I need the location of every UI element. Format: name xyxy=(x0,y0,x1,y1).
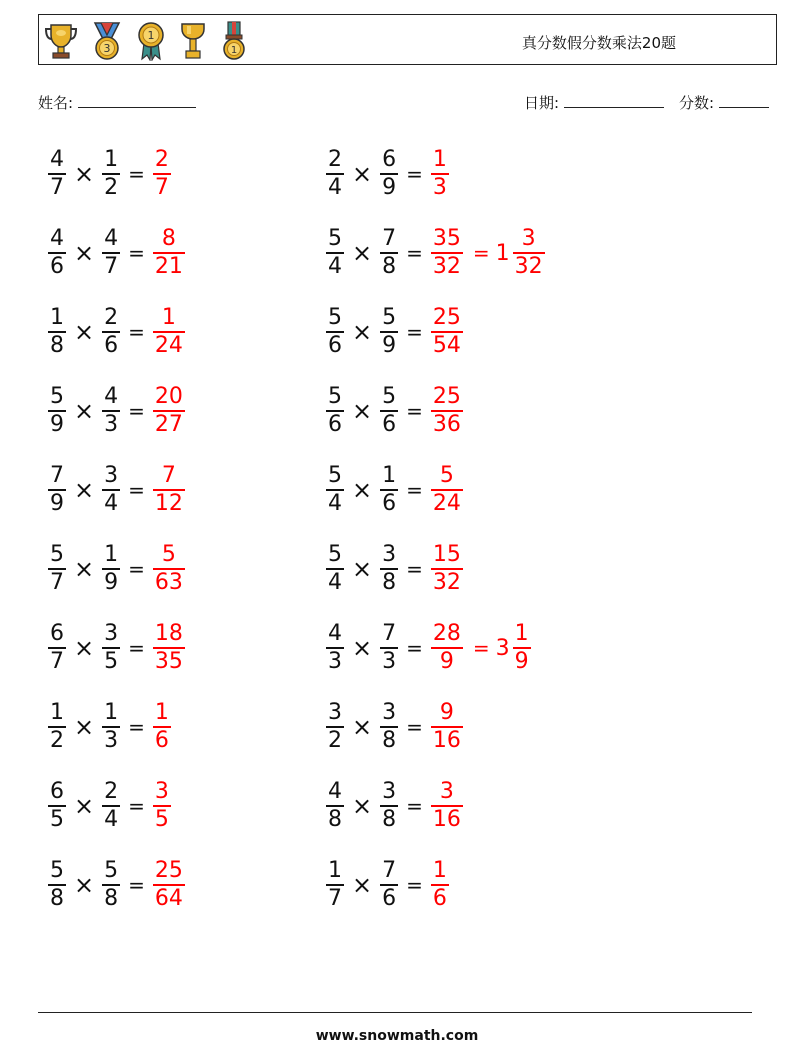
answer xyxy=(151,384,187,438)
header-icons xyxy=(43,21,249,61)
factor-b-denominator: 7 xyxy=(104,253,119,279)
factor-b-denominator: 6 xyxy=(382,490,397,516)
answer xyxy=(151,779,173,833)
times-sign: × xyxy=(74,239,95,267)
problem xyxy=(324,776,465,836)
factor-a xyxy=(326,779,344,833)
factor-b-denominator: 9 xyxy=(382,332,397,358)
answer xyxy=(429,858,451,912)
answer-fraction-denominator: 6 xyxy=(154,727,169,753)
factor-a-numerator: 5 xyxy=(328,542,342,568)
problem xyxy=(46,460,187,520)
factor-b-numerator: 5 xyxy=(382,305,397,331)
answer-fraction xyxy=(153,700,171,754)
factor-a-denominator: 4 xyxy=(328,569,342,595)
answer-fraction-numerator: 7 xyxy=(161,463,176,489)
times-sign: × xyxy=(352,792,373,820)
footer-url: www.snowmath.com xyxy=(315,1028,479,1044)
answer xyxy=(429,621,533,675)
answer xyxy=(429,226,547,280)
problem xyxy=(324,302,465,362)
answer-fraction-denominator: 12 xyxy=(154,490,183,516)
equals-sign: = xyxy=(406,794,423,818)
answer-fraction-numerator: 20 xyxy=(154,384,183,410)
answer-fraction xyxy=(153,384,185,438)
factor-b-numerator: 5 xyxy=(382,384,397,410)
factor-b-numerator: 4 xyxy=(104,226,119,252)
factor-a-denominator: 6 xyxy=(328,411,342,437)
answer-fraction-numerator: 28 xyxy=(432,621,461,647)
factor-b-numerator: 1 xyxy=(104,542,119,568)
answer-fraction-denominator: 3 xyxy=(432,174,447,200)
answer-fraction-numerator: 25 xyxy=(432,384,461,410)
equals-sign: = xyxy=(406,320,423,344)
answer-fraction xyxy=(431,542,463,596)
equals-sign: = xyxy=(406,636,423,660)
factor-a xyxy=(48,779,66,833)
factor-b-numerator: 7 xyxy=(382,858,397,884)
factor-a-numerator: 3 xyxy=(328,700,342,726)
factor-b-denominator: 3 xyxy=(104,411,119,437)
name-label: 姓名: xyxy=(38,94,74,112)
factor-a-numerator: 5 xyxy=(50,858,64,884)
equals-sign: = xyxy=(128,715,145,739)
mixed-whole: 1 xyxy=(495,240,510,266)
answer-fraction xyxy=(431,621,463,675)
answer-fraction-numerator: 3 xyxy=(154,779,169,805)
times-sign: × xyxy=(352,476,373,504)
factor-b xyxy=(380,542,398,596)
answer xyxy=(429,305,465,359)
answer xyxy=(151,621,187,675)
equals-sign: = xyxy=(128,873,145,897)
problem xyxy=(324,460,465,520)
answer xyxy=(429,700,465,754)
factor-b-numerator: 7 xyxy=(382,621,397,647)
times-sign: × xyxy=(74,476,95,504)
times-sign: × xyxy=(352,239,373,267)
answer xyxy=(429,384,465,438)
factor-b xyxy=(380,700,398,754)
factor-b xyxy=(380,384,398,438)
factor-b xyxy=(102,463,120,517)
answer-fraction xyxy=(431,700,463,754)
factor-b xyxy=(102,858,120,912)
factor-b xyxy=(380,779,398,833)
factor-b-numerator: 5 xyxy=(104,858,119,884)
mixed-whole: 3 xyxy=(495,635,510,661)
factor-a xyxy=(326,226,344,280)
factor-a xyxy=(48,858,66,912)
answer-fraction-denominator: 32 xyxy=(432,569,461,595)
answer-fraction-denominator: 16 xyxy=(432,727,461,753)
factor-b xyxy=(102,779,120,833)
factor-b-denominator: 8 xyxy=(382,569,397,595)
times-sign: × xyxy=(352,713,373,741)
mixed-numerator: 1 xyxy=(514,621,529,647)
factor-b-numerator: 1 xyxy=(104,700,119,726)
factor-a-denominator: 5 xyxy=(50,806,64,832)
answer-fraction xyxy=(153,858,185,912)
answer-fraction-numerator: 18 xyxy=(154,621,183,647)
factor-b xyxy=(102,147,120,201)
factor-b-denominator: 9 xyxy=(104,569,119,595)
answer xyxy=(429,779,465,833)
answer-fraction-denominator: 36 xyxy=(432,411,461,437)
equals-sign: = xyxy=(128,636,145,660)
equals-sign: = xyxy=(406,399,423,423)
mixed-fraction xyxy=(513,621,531,675)
answer-fraction-numerator: 1 xyxy=(161,305,176,331)
answer xyxy=(151,147,173,201)
answer-fraction xyxy=(153,147,171,201)
factor-a-numerator: 4 xyxy=(50,226,64,252)
answer-fraction-denominator: 21 xyxy=(154,253,183,279)
answer-fraction-numerator: 25 xyxy=(432,305,461,331)
factor-b-numerator: 3 xyxy=(104,463,119,489)
factor-a-numerator: 5 xyxy=(50,542,64,568)
name-blank[interactable] xyxy=(78,93,196,108)
equals-sign: = xyxy=(128,162,145,186)
factor-b-numerator: 2 xyxy=(104,305,119,331)
factor-a-numerator: 6 xyxy=(50,779,64,805)
factor-b xyxy=(102,384,120,438)
svg-text:1: 1 xyxy=(230,45,238,56)
answer-fraction-numerator: 3 xyxy=(439,779,454,805)
factor-a-numerator: 4 xyxy=(50,147,64,173)
svg-text:1: 1 xyxy=(147,29,155,42)
answer-fraction xyxy=(431,463,463,517)
factor-a-denominator: 4 xyxy=(328,253,342,279)
factor-a-numerator: 1 xyxy=(50,700,64,726)
answer-fraction xyxy=(153,542,185,596)
medal-3-icon xyxy=(89,21,125,61)
worksheet-header xyxy=(38,14,777,65)
answer-fraction-numerator: 5 xyxy=(439,463,454,489)
score-label: 分数: xyxy=(679,94,715,112)
factor-a-numerator: 2 xyxy=(328,147,342,173)
answer-fraction-denominator: 63 xyxy=(154,569,183,595)
factor-b xyxy=(380,621,398,675)
answer-fraction-numerator: 15 xyxy=(432,542,461,568)
answer-fraction-denominator: 35 xyxy=(154,648,183,674)
equals-sign: = xyxy=(406,715,423,739)
mixed-denominator: 32 xyxy=(514,253,543,279)
problem xyxy=(324,618,533,678)
factor-b xyxy=(380,858,398,912)
factor-a xyxy=(326,858,344,912)
factor-b xyxy=(380,226,398,280)
equals-sign: = xyxy=(128,794,145,818)
answer-fraction xyxy=(153,779,171,833)
factor-b-numerator: 2 xyxy=(104,779,119,805)
answer-fraction xyxy=(431,147,449,201)
factor-b-denominator: 9 xyxy=(382,174,397,200)
mixed-denominator: 9 xyxy=(514,648,529,674)
factor-a-denominator: 8 xyxy=(50,332,64,358)
answer-fraction xyxy=(153,463,185,517)
factor-a xyxy=(48,463,66,517)
date-label: 日期: xyxy=(524,94,560,112)
problem xyxy=(324,381,465,441)
factor-a-numerator: 7 xyxy=(50,463,64,489)
times-sign: × xyxy=(352,555,373,583)
factor-a xyxy=(48,700,66,754)
factor-b-numerator: 1 xyxy=(104,147,119,173)
factor-b-denominator: 4 xyxy=(104,490,119,516)
answer-fraction-numerator: 8 xyxy=(161,226,176,252)
factor-b-denominator: 6 xyxy=(382,885,397,911)
problem xyxy=(46,223,187,283)
times-sign: × xyxy=(352,397,373,425)
svg-text:3: 3 xyxy=(103,42,111,55)
answer-fraction-denominator: 16 xyxy=(432,806,461,832)
factor-b-denominator: 6 xyxy=(104,332,119,358)
factor-a xyxy=(48,147,66,201)
factor-b-numerator: 1 xyxy=(382,463,397,489)
factor-a xyxy=(326,463,344,517)
factor-a-denominator: 7 xyxy=(328,885,342,911)
factor-a-numerator: 5 xyxy=(328,305,342,331)
answer-fraction-denominator: 32 xyxy=(432,253,461,279)
factor-b-denominator: 8 xyxy=(382,253,397,279)
factor-a-numerator: 4 xyxy=(328,779,342,805)
factor-b xyxy=(380,463,398,517)
problem xyxy=(46,776,173,836)
answer-fraction-denominator: 5 xyxy=(154,806,169,832)
answer-fraction-numerator: 1 xyxy=(432,147,447,173)
factor-a-numerator: 1 xyxy=(328,858,342,884)
problem xyxy=(46,697,173,757)
factor-b-denominator: 4 xyxy=(104,806,119,832)
footer-divider xyxy=(38,1012,752,1013)
times-sign: × xyxy=(74,871,95,899)
times-sign: × xyxy=(74,318,95,346)
factor-b-numerator: 3 xyxy=(104,621,119,647)
times-sign: × xyxy=(74,397,95,425)
factor-a-denominator: 6 xyxy=(328,332,342,358)
answer-fraction-numerator: 1 xyxy=(432,858,447,884)
problem xyxy=(46,618,187,678)
mixed-fraction xyxy=(513,226,545,280)
factor-a xyxy=(48,226,66,280)
factor-a-numerator: 5 xyxy=(50,384,64,410)
factor-a xyxy=(326,384,344,438)
factor-b-numerator: 3 xyxy=(382,779,397,805)
times-sign: × xyxy=(352,634,373,662)
problem xyxy=(324,223,547,283)
factor-a xyxy=(48,621,66,675)
problem xyxy=(46,381,187,441)
equals-sign: = xyxy=(128,557,145,581)
factor-b xyxy=(102,700,120,754)
problem xyxy=(324,855,451,915)
answer-fraction xyxy=(431,779,463,833)
factor-b xyxy=(102,305,120,359)
factor-a-denominator: 3 xyxy=(328,648,342,674)
factor-b-numerator: 6 xyxy=(382,147,397,173)
factor-a-denominator: 4 xyxy=(328,490,342,516)
factor-b xyxy=(102,226,120,280)
answer-fraction xyxy=(153,305,185,359)
times-sign: × xyxy=(352,871,373,899)
problem xyxy=(46,539,187,599)
problem xyxy=(324,697,465,757)
factor-a-denominator: 2 xyxy=(328,727,342,753)
factor-a-numerator: 6 xyxy=(50,621,64,647)
trophy-icon xyxy=(43,21,79,61)
equals-sign: = xyxy=(128,241,145,265)
answer-fraction-denominator: 24 xyxy=(432,490,461,516)
factor-a-denominator: 8 xyxy=(328,806,342,832)
factor-a-denominator: 9 xyxy=(50,490,64,516)
score-field[interactable] xyxy=(679,92,769,113)
factor-a-numerator: 5 xyxy=(328,463,342,489)
factor-a xyxy=(48,542,66,596)
problem xyxy=(324,539,465,599)
times-sign: × xyxy=(352,160,373,188)
factor-b xyxy=(102,621,120,675)
equals-sign: = xyxy=(406,478,423,502)
factor-a-numerator: 5 xyxy=(328,384,342,410)
answer-fraction-denominator: 64 xyxy=(154,885,183,911)
answer xyxy=(429,147,451,201)
mixed-numerator: 3 xyxy=(521,226,536,252)
factor-b-denominator: 8 xyxy=(382,727,397,753)
answer-fraction xyxy=(153,621,185,675)
factor-a xyxy=(326,305,344,359)
answer xyxy=(151,858,187,912)
factor-b-denominator: 6 xyxy=(382,411,397,437)
answer-fraction xyxy=(431,858,449,912)
factor-b-denominator: 5 xyxy=(104,648,119,674)
equals-sign: = xyxy=(406,241,423,265)
answer-equals-sign: = xyxy=(472,636,490,660)
answer xyxy=(151,700,173,754)
equals-sign: = xyxy=(128,478,145,502)
factor-b-numerator: 4 xyxy=(104,384,119,410)
factor-a-denominator: 7 xyxy=(50,569,64,595)
factor-a xyxy=(326,621,344,675)
factor-a-denominator: 7 xyxy=(50,648,64,674)
medal-1-ribbon-icon xyxy=(135,21,167,61)
factor-a-denominator: 8 xyxy=(50,885,64,911)
answer xyxy=(151,226,187,280)
date-field[interactable] xyxy=(524,92,664,113)
factor-a xyxy=(326,542,344,596)
answer-fraction-numerator: 25 xyxy=(154,858,183,884)
answer-fraction-denominator: 6 xyxy=(432,885,447,911)
factor-b-denominator: 8 xyxy=(382,806,397,832)
factor-b-denominator: 8 xyxy=(104,885,119,911)
problem xyxy=(324,144,451,204)
equals-sign: = xyxy=(406,873,423,897)
times-sign: × xyxy=(74,634,95,662)
times-sign: × xyxy=(74,713,95,741)
times-sign: × xyxy=(74,792,95,820)
factor-b-denominator: 3 xyxy=(382,648,397,674)
factor-a-denominator: 2 xyxy=(50,727,64,753)
answer xyxy=(151,542,187,596)
factor-a-denominator: 9 xyxy=(50,411,64,437)
factor-a-numerator: 1 xyxy=(50,305,64,331)
answer-fraction-numerator: 5 xyxy=(161,542,176,568)
answer xyxy=(429,463,465,517)
factor-a xyxy=(48,305,66,359)
name-field[interactable] xyxy=(38,92,196,113)
times-sign: × xyxy=(74,160,95,188)
factor-b xyxy=(380,305,398,359)
answer-fraction xyxy=(431,305,463,359)
factor-b-numerator: 3 xyxy=(382,542,397,568)
answer-fraction-numerator: 35 xyxy=(432,226,461,252)
date-blank[interactable] xyxy=(564,93,664,108)
answer-equals-sign: = xyxy=(472,241,490,265)
factor-a xyxy=(48,384,66,438)
answer-fraction xyxy=(431,226,463,280)
factor-b-numerator: 7 xyxy=(382,226,397,252)
factor-a xyxy=(326,147,344,201)
factor-b-denominator: 2 xyxy=(104,174,119,200)
score-blank[interactable] xyxy=(719,93,769,108)
answer xyxy=(429,542,465,596)
answer-fraction-denominator: 27 xyxy=(154,411,183,437)
equals-sign: = xyxy=(128,320,145,344)
answer-fraction-denominator: 54 xyxy=(432,332,461,358)
worksheet-title: 真分数假分数乘法20题 xyxy=(521,34,676,52)
answer-fraction-denominator: 7 xyxy=(154,174,169,200)
factor-b-numerator: 3 xyxy=(382,700,397,726)
times-sign: × xyxy=(352,318,373,346)
equals-sign: = xyxy=(406,557,423,581)
problem xyxy=(46,855,187,915)
factor-a-numerator: 4 xyxy=(328,621,342,647)
answer-fraction-denominator: 24 xyxy=(154,332,183,358)
factor-b-denominator: 3 xyxy=(104,727,119,753)
factor-a-numerator: 5 xyxy=(328,226,342,252)
factor-a-denominator: 7 xyxy=(50,174,64,200)
answer-fraction-denominator: 9 xyxy=(439,648,454,674)
cup-icon xyxy=(177,21,209,61)
factor-b xyxy=(380,147,398,201)
answer-fraction xyxy=(153,226,185,280)
answer xyxy=(151,305,187,359)
answer-fraction-numerator: 9 xyxy=(439,700,454,726)
equals-sign: = xyxy=(128,399,145,423)
medal-1-icon xyxy=(219,21,249,61)
answer-fraction xyxy=(431,384,463,438)
times-sign: × xyxy=(74,555,95,583)
factor-a-denominator: 6 xyxy=(50,253,64,279)
answer-fraction-numerator: 2 xyxy=(154,147,169,173)
answer xyxy=(151,463,187,517)
answer-fraction-numerator: 1 xyxy=(154,700,169,726)
factor-a-denominator: 4 xyxy=(328,174,342,200)
problem xyxy=(46,302,187,362)
problem xyxy=(46,144,173,204)
factor-a xyxy=(326,700,344,754)
equals-sign: = xyxy=(406,162,423,186)
factor-b xyxy=(102,542,120,596)
